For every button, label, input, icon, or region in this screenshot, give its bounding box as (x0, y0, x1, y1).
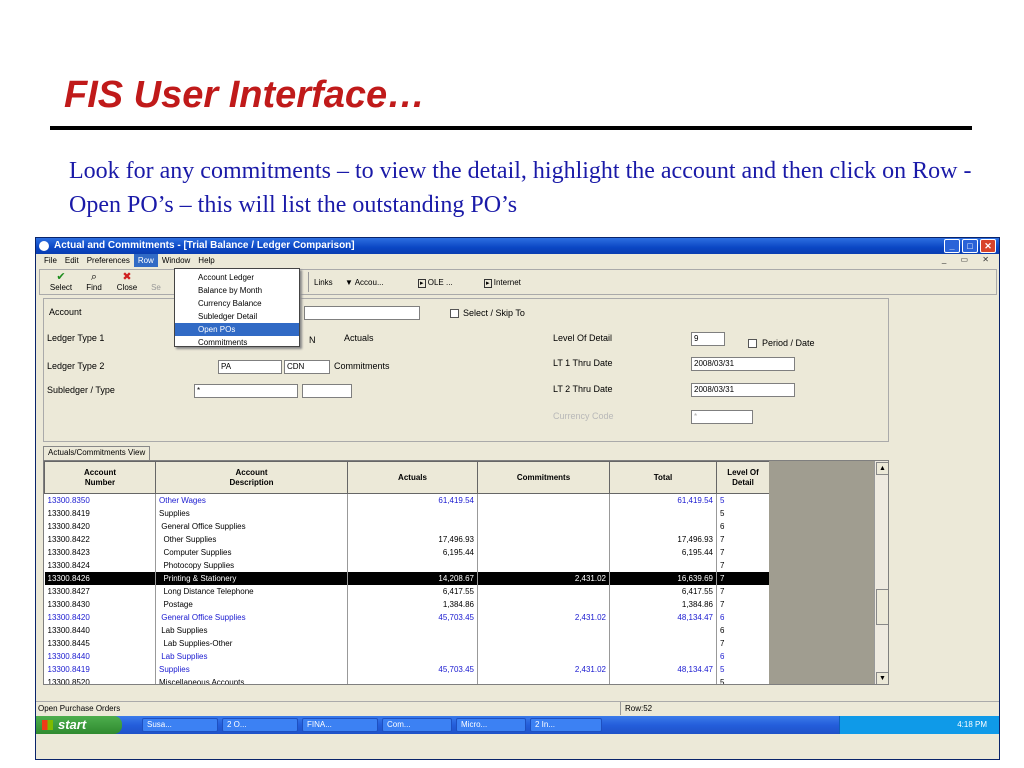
scroll-down-icon[interactable]: ▼ (876, 672, 889, 685)
se-button[interactable]: Se (151, 283, 161, 292)
vertical-scrollbar[interactable] (874, 461, 889, 685)
menu-help[interactable]: Help (198, 256, 215, 265)
grid-empty-area (769, 461, 874, 685)
menu-item-open-pos[interactable]: Open POs (175, 323, 299, 336)
menu-item-commitments[interactable]: Commitments (198, 338, 248, 347)
header-actuals[interactable]: Actuals (348, 462, 478, 494)
header-total[interactable]: Total (610, 462, 717, 494)
actuals-cell: 1,384.86 (348, 598, 478, 611)
ledger-type1-label: Ledger Type 1 (47, 333, 105, 343)
task-button[interactable]: FINA... (302, 718, 378, 732)
lt1-thru-date-label: LT 1 Thru Date (553, 358, 613, 368)
account-description-cell: Supplies (156, 507, 348, 520)
commitments-cell (478, 650, 610, 663)
table-row[interactable] (45, 559, 770, 572)
status-text: Open Purchase Orders (38, 704, 121, 713)
account-description-cell: Lab Supplies (156, 650, 348, 663)
account-number-cell: 13300.8424 (45, 559, 156, 572)
task-button[interactable]: Susa... (142, 718, 218, 732)
table-row[interactable] (45, 598, 770, 611)
account-description-cell: Computer Supplies (156, 546, 348, 559)
menu-window[interactable]: Window (161, 256, 191, 265)
currency-code-label: Currency Code (553, 411, 614, 421)
menu-item-currency-balance[interactable]: Currency Balance (198, 299, 262, 308)
subledger-type-input[interactable] (302, 384, 352, 398)
account-number-cell: 13300.8419 (45, 507, 156, 520)
criteria-panel (43, 298, 889, 442)
lt2-thru-date-input[interactable]: 2008/03/31 (691, 383, 795, 397)
commitments-cell (478, 676, 610, 686)
total-cell (610, 624, 717, 637)
account-number-cell: 13300.8426 (45, 572, 156, 585)
menu-item-subledger-detail[interactable]: Subledger Detail (198, 312, 258, 321)
commitments-cell (478, 533, 610, 546)
x-icon: ✖ (122, 271, 132, 283)
select-button[interactable]: ✔ Select (46, 272, 76, 292)
document-icon: ▸ (486, 280, 490, 287)
close-window-button[interactable]: ✕ (980, 239, 996, 253)
account-number-cell: 13300.8422 (45, 533, 156, 546)
commitments-cell (478, 624, 610, 637)
actuals-cell: 61,419.54 (348, 494, 478, 507)
account-description-cell: Postage (156, 598, 348, 611)
slide-title: FIS User Interface… (64, 74, 426, 116)
taskbar (36, 716, 999, 734)
table-row[interactable] (45, 650, 770, 663)
commitments-cell (478, 585, 610, 598)
windows-logo-icon (42, 720, 53, 730)
level-of-detail-cell: 6 (717, 624, 770, 637)
level-of-detail-cell: 5 (717, 663, 770, 676)
account-description-cell: General Office Supplies (156, 611, 348, 624)
links-menu[interactable]: Links (314, 278, 333, 287)
account-description-cell: Photocopy Supplies (156, 559, 348, 572)
account-number-cell: 13300.8430 (45, 598, 156, 611)
slide-body-text: Look for any commitments – to view the detail, highlight the account and then click on Row -Open PO’s – this will list the outstanding PO’s (69, 158, 972, 218)
commitments-cell: 2,431.02 (478, 572, 610, 585)
account-label: Account (49, 307, 82, 317)
account-description-cell: Other Wages (156, 494, 348, 507)
actuals-cell (348, 676, 478, 686)
task-button[interactable]: Com... (382, 718, 452, 732)
account-number-cell: 13300.8440 (45, 624, 156, 637)
period-date-label: Period / Date (762, 338, 815, 348)
table-row[interactable] (45, 520, 770, 533)
accou-link[interactable]: ▼ Accou... (345, 278, 384, 287)
commitments-cell (478, 637, 610, 650)
actuals-cell: 6,417.55 (348, 585, 478, 598)
account-description-cell: General Office Supplies (156, 520, 348, 533)
account-number-cell: 13300.8350 (45, 494, 156, 507)
find-button[interactable]: ⌕ Find (80, 272, 108, 292)
actuals-label: Actuals (344, 333, 374, 343)
level-of-detail-cell: 6 (717, 650, 770, 663)
level-of-detail-cell: 7 (717, 559, 770, 572)
results-table (44, 461, 770, 685)
actuals-cell: 45,703.45 (348, 611, 478, 624)
commitments-cell: 2,431.02 (478, 611, 610, 624)
commitments-cell (478, 546, 610, 559)
system-tray (839, 716, 999, 734)
total-cell (610, 520, 717, 533)
status-bar (36, 701, 999, 715)
commitments-cell (478, 559, 610, 572)
menubar (36, 254, 999, 267)
ledger-type1-code: N (309, 335, 316, 345)
commitments-cell (478, 598, 610, 611)
row-menu-dropdown (174, 268, 300, 347)
level-of-detail-cell: 5 (717, 676, 770, 686)
level-of-detail-cell: 7 (717, 572, 770, 585)
total-cell: 6,417.55 (610, 585, 717, 598)
select-skip-label: Select / Skip To (463, 308, 525, 318)
table-row[interactable] (45, 663, 770, 676)
actuals-cell: 17,496.93 (348, 533, 478, 546)
account-number-cell: 13300.8423 (45, 546, 156, 559)
account-description-cell: Supplies (156, 663, 348, 676)
account-number-cell: 13300.8419 (45, 663, 156, 676)
subledger-input[interactable]: * (194, 384, 298, 398)
app-screenshot (35, 237, 1000, 760)
document-icon: ▸ (420, 280, 424, 287)
mdi-window-controls[interactable]: _ ▭ ✕ (941, 255, 995, 264)
status-row: Row:52 (620, 702, 652, 715)
level-of-detail-cell: 5 (717, 507, 770, 520)
total-cell: 17,496.93 (610, 533, 717, 546)
account-number-cell: 13300.8420 (45, 520, 156, 533)
dropdown-arrow-icon: ▼ (345, 278, 353, 287)
account-input[interactable] (304, 306, 420, 320)
account-description-cell: Other Supplies (156, 533, 348, 546)
account-description-cell: Long Distance Telephone (156, 585, 348, 598)
level-of-detail-input[interactable]: 9 (691, 332, 725, 346)
total-cell: 61,419.54 (610, 494, 717, 507)
currency-code-input[interactable]: * (691, 410, 753, 424)
level-of-detail-cell: 6 (717, 520, 770, 533)
menu-file[interactable]: File (44, 256, 57, 265)
account-number-cell: 13300.8420 (45, 611, 156, 624)
table-row[interactable] (45, 585, 770, 598)
table-row[interactable] (45, 624, 770, 637)
level-of-detail-cell: 7 (717, 546, 770, 559)
commitments-cell (478, 520, 610, 533)
lt2-thru-date-label: LT 2 Thru Date (553, 384, 613, 394)
ledger-type2-label: Ledger Type 2 (47, 361, 105, 371)
window-titlebar (36, 238, 999, 254)
commitments-cell (478, 494, 610, 507)
menu-preferences[interactable]: Preferences (86, 256, 130, 265)
clock: 4:18 PM (957, 720, 987, 729)
toolbar-separator (308, 272, 309, 292)
total-cell: 48,134.47 (610, 611, 717, 624)
header-account-number[interactable]: Account Number (45, 462, 156, 494)
app-icon (39, 241, 49, 251)
ole-link[interactable]: ▸ OLE ... (420, 278, 453, 287)
task-button[interactable]: 2 In... (530, 718, 602, 732)
actuals-cell (348, 637, 478, 650)
header-account-description[interactable]: Account Description (156, 462, 348, 494)
internet-link[interactable]: ▸ Internet (486, 278, 521, 287)
ledger-type2-input[interactable]: PA (218, 360, 282, 374)
account-description-cell: Printing & Stationery (156, 572, 348, 585)
actuals-cell (348, 624, 478, 637)
total-cell: 6,195.44 (610, 546, 717, 559)
scroll-up-icon[interactable]: ▲ (876, 462, 889, 475)
table-row[interactable] (45, 507, 770, 520)
actuals-cell (348, 507, 478, 520)
menu-edit[interactable]: Edit (64, 256, 79, 265)
task-button[interactable]: Micro... (456, 718, 526, 732)
total-cell (610, 559, 717, 572)
results-grid (43, 460, 889, 685)
level-of-detail-cell: 7 (717, 598, 770, 611)
maximize-button[interactable]: □ (962, 239, 978, 253)
subledger-type-label: Subledger / Type (47, 385, 115, 395)
level-of-detail-label: Level Of Detail (553, 333, 613, 343)
menu-item-balance-by-month[interactable]: Balance by Month (198, 286, 263, 295)
actuals-cell: 14,208.67 (348, 572, 478, 585)
account-number-cell: 13300.8427 (45, 585, 156, 598)
title-divider (50, 126, 972, 130)
actuals-cell: 45,703.45 (348, 663, 478, 676)
select-skip-checkbox[interactable] (450, 309, 459, 318)
checkmark-icon: ✔ (56, 271, 66, 283)
table-row[interactable] (45, 676, 770, 686)
table-row[interactable] (45, 611, 770, 624)
level-of-detail-cell: 5 (717, 494, 770, 507)
actuals-cell (348, 559, 478, 572)
currency-input[interactable]: CDN (284, 360, 330, 374)
level-of-detail-cell: 7 (717, 533, 770, 546)
account-number-cell: 13300.8440 (45, 650, 156, 663)
start-button[interactable]: start (36, 716, 122, 734)
table-row[interactable] (45, 546, 770, 559)
find-icon: ⌕ (90, 271, 98, 283)
window-title: Actual and Commitments - [Trial Balance / Ledger Comparison] (54, 240, 355, 251)
total-cell (610, 507, 717, 520)
account-description-cell: Miscellaneous Accounts (156, 676, 348, 686)
level-of-detail-cell: 6 (717, 611, 770, 624)
period-date-checkbox[interactable] (748, 339, 757, 348)
task-button[interactable]: 2 O... (222, 718, 298, 732)
minimize-button[interactable]: _ (944, 239, 960, 253)
table-row[interactable] (45, 572, 770, 585)
close-button[interactable]: ✖ Close (112, 272, 142, 292)
level-of-detail-cell: 7 (717, 585, 770, 598)
menu-item-account-ledger[interactable]: Account Ledger (198, 273, 255, 282)
account-number-cell: 13300.8520 (45, 676, 156, 686)
account-number-cell: 13300.8445 (45, 637, 156, 650)
header-level-of-detail[interactable]: Level Of Detail (717, 462, 770, 494)
lt1-thru-date-input[interactable]: 2008/03/31 (691, 357, 795, 371)
scroll-thumb[interactable] (876, 589, 889, 625)
actuals-cell: 6,195.44 (348, 546, 478, 559)
account-description-cell: Lab Supplies (156, 624, 348, 637)
total-cell (610, 637, 717, 650)
account-description-cell: Lab Supplies-Other (156, 637, 348, 650)
menu-row[interactable]: Row (134, 254, 158, 267)
table-row[interactable] (45, 533, 770, 546)
actuals-cell (348, 520, 478, 533)
level-of-detail-cell: 7 (717, 637, 770, 650)
commitments-label: Commitments (334, 361, 390, 371)
header-commitments[interactable]: Commitments (478, 462, 610, 494)
table-row[interactable] (45, 494, 770, 507)
total-cell (610, 650, 717, 663)
total-cell: 16,639.69 (610, 572, 717, 585)
total-cell: 48,134.47 (610, 663, 717, 676)
actuals-cell (348, 650, 478, 663)
table-row[interactable] (45, 637, 770, 650)
commitments-cell: 2,431.02 (478, 663, 610, 676)
total-cell: 1,384.86 (610, 598, 717, 611)
total-cell (610, 676, 717, 686)
commitments-cell (478, 507, 610, 520)
tab-actuals-commitments-view[interactable]: Actuals/Commitments View (43, 446, 150, 460)
